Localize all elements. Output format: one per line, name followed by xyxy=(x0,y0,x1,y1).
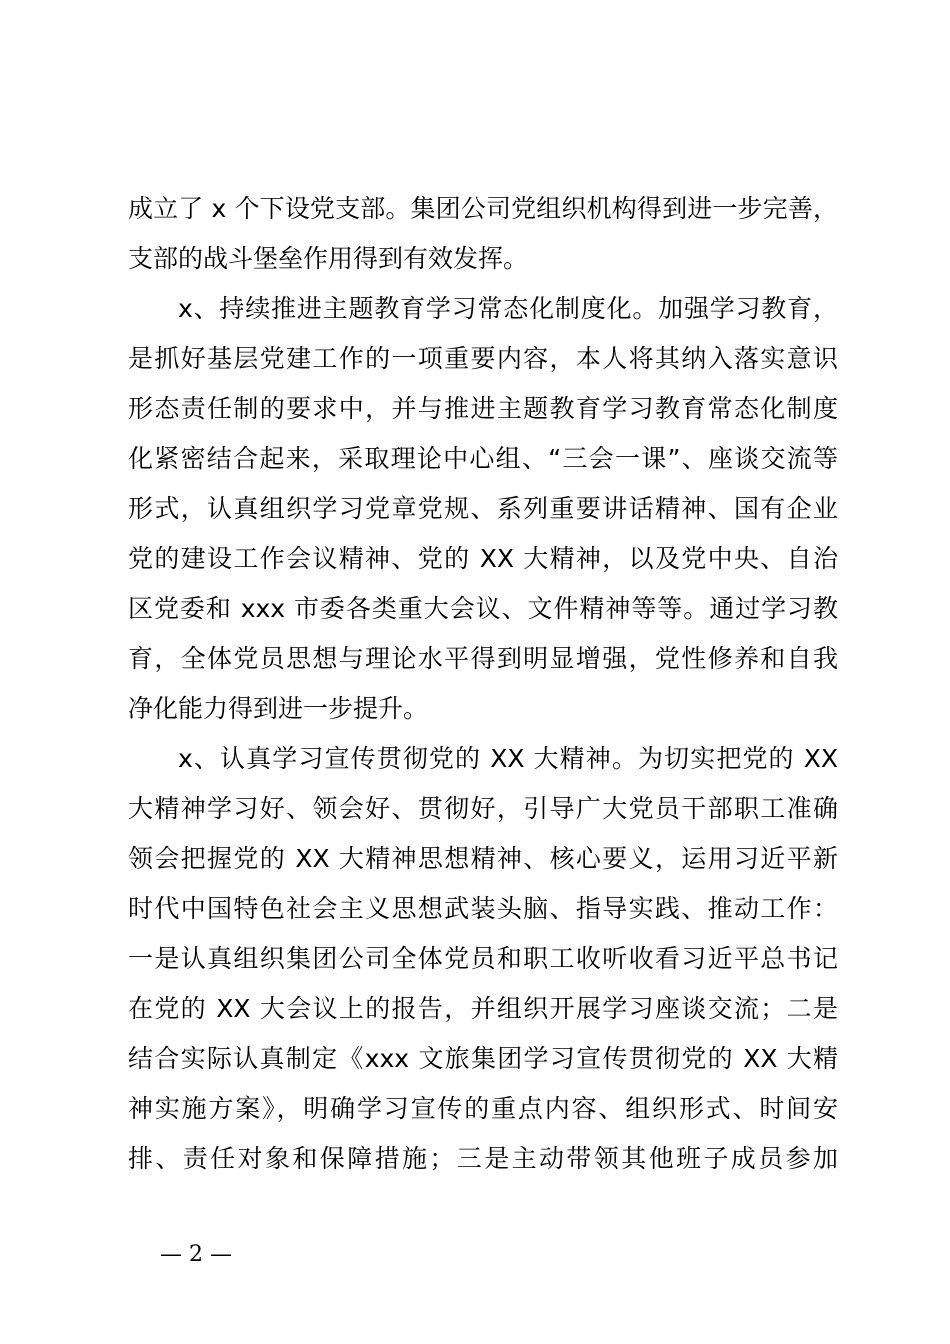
body-line: 化紧密结合起来，采取理论中心组、“三会一课”、座谈交流等 xyxy=(128,444,838,473)
body-line: 育，全体党员思想与理论水平得到明显增强，党性修养和自我 xyxy=(128,644,838,673)
section-heading-line: x、认真学习宣传贯彻党的 XX 大精神。为切实把党的 XX xyxy=(178,744,838,773)
section-heading-line: x、持续推进主题教育学习常态化制度化。加强学习教育， xyxy=(178,294,838,323)
body-line: 在党的 XX 大会议上的报告，并组织开展学习座谈交流；二是 xyxy=(128,994,838,1023)
body-line: 党的建设工作会议精神、党的 XX 大精神，以及党中央、自治 xyxy=(128,544,838,573)
body-line: 一是认真组织集团公司全体党员和职工收听收看习近平总书记 xyxy=(128,944,838,973)
body-line: 时代中国特色社会主义思想武装头脑、指导实践、推动工作： xyxy=(128,894,838,923)
body-line: 支部的战斗堡垒作用得到有效发挥。 xyxy=(128,244,529,273)
body-line: 形式，认真组织学习党章党规、系列重要讲话精神、国有企业 xyxy=(128,494,838,523)
body-line: 是抓好基层党建工作的一项重要内容，本人将其纳入落实意识 xyxy=(128,344,838,373)
body-line: 结合实际认真制定《xxx 文旅集团学习宣传贯彻党的 XX 大精 xyxy=(128,1044,838,1073)
body-line: 成立了 x 个下设党支部。集团公司党组织机构得到进一步完善， xyxy=(128,194,838,223)
body-line: 区党委和 xxx 市委各类重大会议、文件精神等等。通过学习教 xyxy=(128,594,838,623)
body-line: 大精神学习好、领会好、贯彻好，引导广大党员干部职工准确 xyxy=(128,794,838,823)
body-line: 领会把握党的 XX 大精神思想精神、核心要义，运用习近平新 xyxy=(128,844,838,873)
page-number: — 2 — xyxy=(160,1242,232,1267)
body-line: 神实施方案》，明确学习宣传的重点内容、组织形式、时间安 xyxy=(128,1094,838,1123)
body-line: 形态责任制的要求中，并与推进主题教育学习教育常态化制度 xyxy=(128,394,838,423)
body-line: 排、责任对象和保障措施；三是主动带领其他班子成员参加 xyxy=(128,1144,838,1173)
body-line: 净化能力得到进一步提升。 xyxy=(128,694,429,723)
